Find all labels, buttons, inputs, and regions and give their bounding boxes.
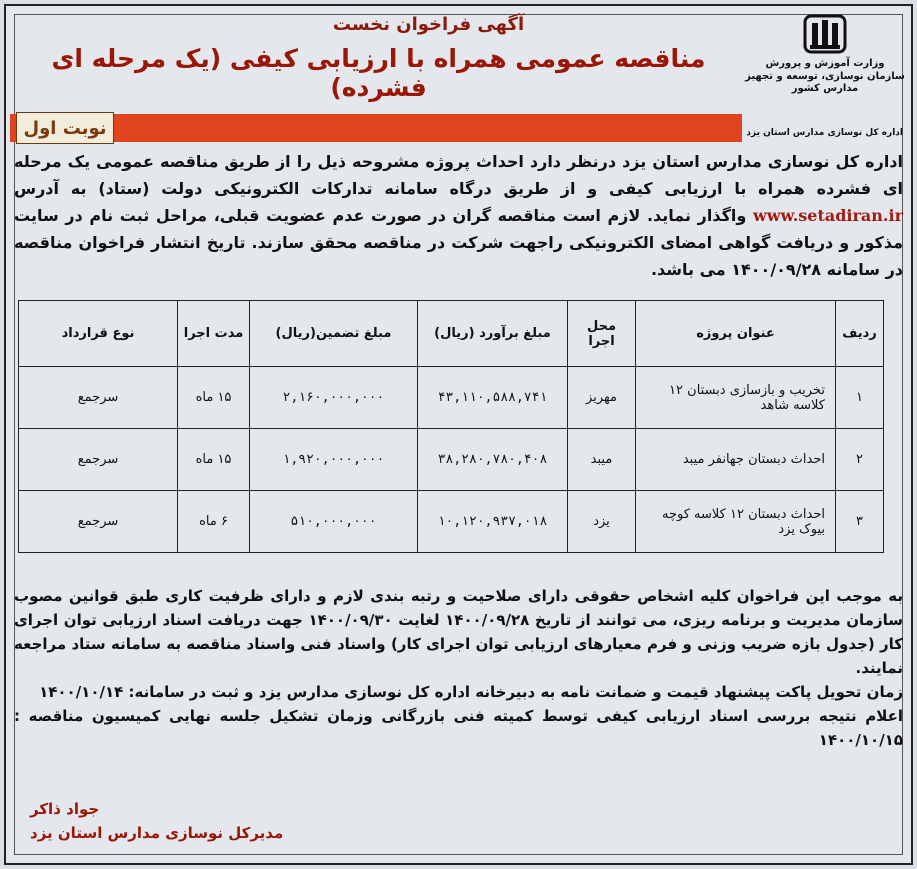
ministry-line-1: وزارت آموزش و پرورش: [765, 58, 885, 69]
cell-project-title: تخریب و بازسازی دبستان ۱۲ کلاسه شاهد: [636, 367, 836, 429]
notice-heading-first-call: آگهی فراخوان نخست: [332, 14, 525, 35]
cell-location: میبد: [568, 429, 636, 491]
header-guarantee: مبلغ تضمین(ریال): [250, 301, 418, 367]
header-duration: مدت اجرا: [178, 301, 250, 367]
cell-location: یزد: [568, 491, 636, 553]
conditions-paragraph-2: زمان تحویل پاکت پیشنهاد قیمت و ضمانت نامه به دبیرخانه اداره کل نوسازی مدارس یزد و ثبت در سامانه: ۱۴۰۰/۱۰/۱۴: [39, 683, 903, 701]
round-bar: [10, 114, 742, 142]
conditions-text: [14, 584, 903, 752]
cell-estimate: ۳۸,۲۸۰,۷۸۰,۴۰۸: [418, 429, 568, 491]
ministry-line-2: سازمان نوسازی، توسعه و تجهیز: [745, 70, 905, 82]
cell-duration: ۱۵ ماه: [178, 429, 250, 491]
cell-project-title: احداث دبستان جهانفر میبد: [636, 429, 836, 491]
conditions-paragraph-3: اعلام نتیجه بررسی اسناد ارزیابی کیفی توسط کمیته فنی بازرگانی وزمان تشکیل جلسه نهایی کمیسیون مناقصه : ۱۴۰۰/۱۰/۱۵: [14, 707, 903, 749]
cell-project-title: احداث دبستان ۱۲ کلاسه کوچه بیوک یزد: [636, 491, 836, 553]
conditions-paragraph-1: به موجب این فراخوان کلیه اشخاص حقوقی دارای صلاحیت و رتبه بندی لازم و دارای ظرفیت کاری طبق قوانین مصوب سازمان مدیریت و برنامه ریزی، می توانند از تاریخ ۱۴۰۰/۰۹/۲۸ لغایت ۱۴۰۰/۰۹/۳۰ جهت دریافت اسناد ارزیابی توان اجرای کار (جدول بازه ضریب وزنی و فرم معیارهای ارزیابی توان اجرای کار) واسناد فنی واسناد مناقصه به سامانه ستاد مراجعه نمایند.: [14, 587, 903, 677]
header-location: محل اجرا: [568, 301, 636, 367]
signatory-role: مدیرکل نوسازی مدارس استان یزد: [30, 824, 284, 842]
cell-estimate: ۴۳,۱۱۰,۵۸۸,۷۴۱: [418, 367, 568, 429]
office-name-small: اداره کل نوسازی مدارس استان یزد: [746, 128, 903, 138]
header-contract-type: نوع قرارداد: [19, 301, 178, 367]
header-row-number: ردیف: [836, 301, 884, 367]
cell-row-number: ۳: [836, 491, 884, 553]
round-badge: نوبت اول: [16, 112, 114, 144]
notice-heading-tender-title: مناقصه عمومی همراه با ارزیابی کیفی (یک مرحله ای فشرده): [51, 44, 706, 102]
cell-row-number: ۱: [836, 367, 884, 429]
cell-duration: ۶ ماه: [178, 491, 250, 553]
cell-contract-type: سرجمع: [19, 367, 178, 429]
cell-location: مهریز: [568, 367, 636, 429]
header-project-title: عنوان پروژه: [636, 301, 836, 367]
setad-url-link[interactable]: www.setadiran.ir: [753, 206, 903, 225]
cell-row-number: ۲: [836, 429, 884, 491]
cell-guarantee: ۲,۱۶۰,۰۰۰,۰۰۰: [250, 367, 418, 429]
table-row: [19, 429, 884, 491]
intro-paragraph: [14, 148, 903, 283]
header-estimate: مبلغ برآورد (ریال): [418, 301, 568, 367]
cell-guarantee: ۵۱۰,۰۰۰,۰۰۰: [250, 491, 418, 553]
cell-duration: ۱۵ ماه: [178, 367, 250, 429]
table-row: [19, 367, 884, 429]
intro-text-before-url: اداره کل نوسازی مدارس استان یزد درنظر دارد احداث پروژه مشروحه ذیل را از طریق مناقصه عمومی یک مرحله ای فشرده همراه با ارزیابی کیفی و از طریق درگاه سامانه تدارکات الکترونیکی دولت (ستاد) به آدرس: [14, 152, 903, 198]
cell-contract-type: سرجمع: [19, 491, 178, 553]
projects-table: [18, 300, 884, 553]
intro-text-after-url: واگذار نماید. لازم است مناقصه گران در صورت عدم عضویت قبلی، مراحل ثبت نام در سایت مذکور و دریافت گواهی امضای الکترونیکی راجهت شرکت در مناقصه محقق سازند. تاریخ انتشار فراخوان مناقصه در سامانه ۱۴۰۰/۰۹/۲۸ می باشد.: [14, 206, 903, 279]
cell-contract-type: سرجمع: [19, 429, 178, 491]
table-row: [19, 491, 884, 553]
signatory-name: جواد ذاکر: [30, 800, 100, 818]
table-header-row: [19, 301, 884, 367]
cell-guarantee: ۱,۹۲۰,۰۰۰,۰۰۰: [250, 429, 418, 491]
cell-estimate: ۱۰,۱۲۰,۹۳۷,۰۱۸: [418, 491, 568, 553]
ministry-line-3: مدارس کشور: [791, 83, 859, 94]
